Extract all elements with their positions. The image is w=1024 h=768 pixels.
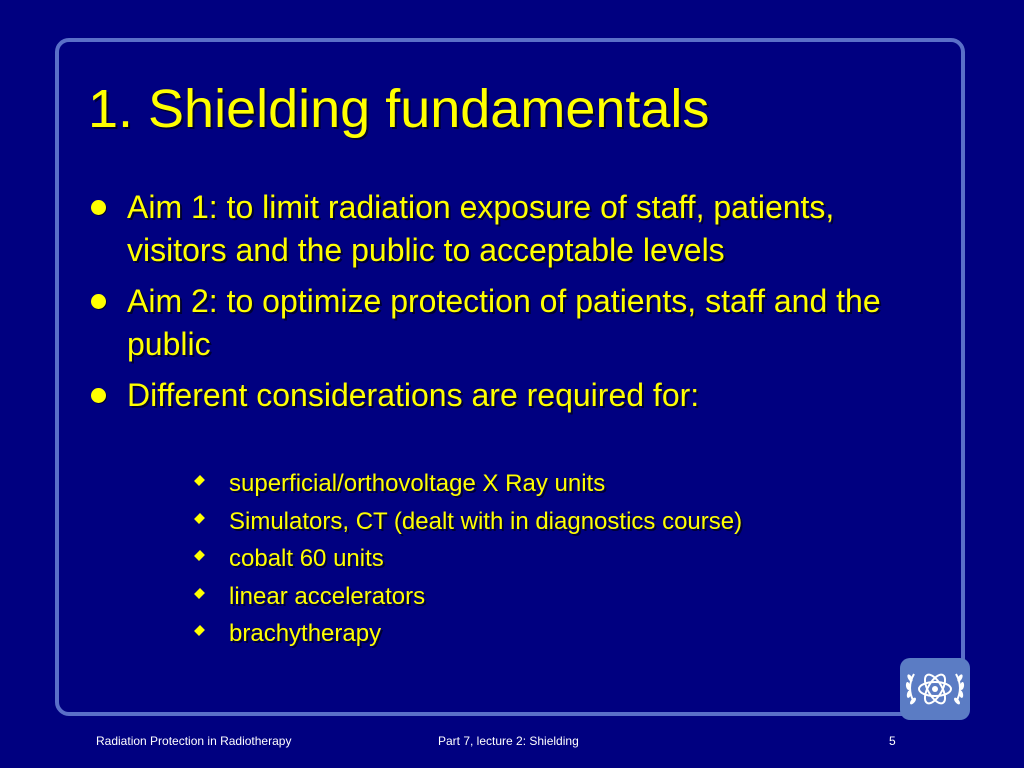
- subbullet-item: [192, 506, 742, 544]
- footer-course-title: Radiation Protection in Radiotherapy: [96, 734, 292, 748]
- footer-lecture-title: Part 7, lecture 2: Shielding: [438, 734, 579, 748]
- bullet-dot-icon: [91, 200, 106, 215]
- subbullet-text: brachytherapy: [229, 620, 382, 647]
- diamond-bullet-icon: [194, 550, 205, 561]
- bullet-text: Aim 2: to optimize protection of patients, staff and the public: [127, 283, 881, 362]
- bullet-dot-icon: [91, 388, 106, 403]
- subbullet-item: [192, 543, 742, 581]
- subbullet-item: [192, 581, 742, 619]
- subbullet-text: linear accelerators: [229, 582, 426, 610]
- subbullet-text: Simulators, CT (dealt with in diagnostics course): [229, 507, 743, 535]
- diamond-bullet-icon: [194, 625, 205, 636]
- subbullet-list: [192, 468, 742, 656]
- bullet-item: [88, 280, 938, 366]
- subbullet-text: cobalt 60 units: [229, 545, 384, 572]
- bullet-text: Aim 1: to limit radiation exposure of staff, patients, visitors and the public to acceptable levels: [127, 189, 835, 268]
- iaea-logo: [900, 658, 970, 720]
- bullet-item: [88, 374, 938, 417]
- slide-title: 1. Shielding fundamentals: [88, 79, 710, 139]
- diamond-bullet-icon: [194, 513, 205, 524]
- subbullet-item: [192, 468, 742, 506]
- footer-page-number: 5: [889, 734, 896, 748]
- iaea-atom-laurel-icon: [900, 658, 970, 720]
- subbullet-item: [192, 618, 742, 656]
- bullet-text: Different considerations are required for:: [127, 377, 700, 413]
- bullet-dot-icon: [91, 294, 106, 309]
- bullet-item: [88, 186, 938, 272]
- bullet-list: [88, 186, 938, 425]
- subbullet-text: superficial/orthovoltage X Ray units: [229, 470, 606, 497]
- diamond-bullet-icon: [194, 588, 205, 599]
- diamond-bullet-icon: [194, 475, 205, 486]
